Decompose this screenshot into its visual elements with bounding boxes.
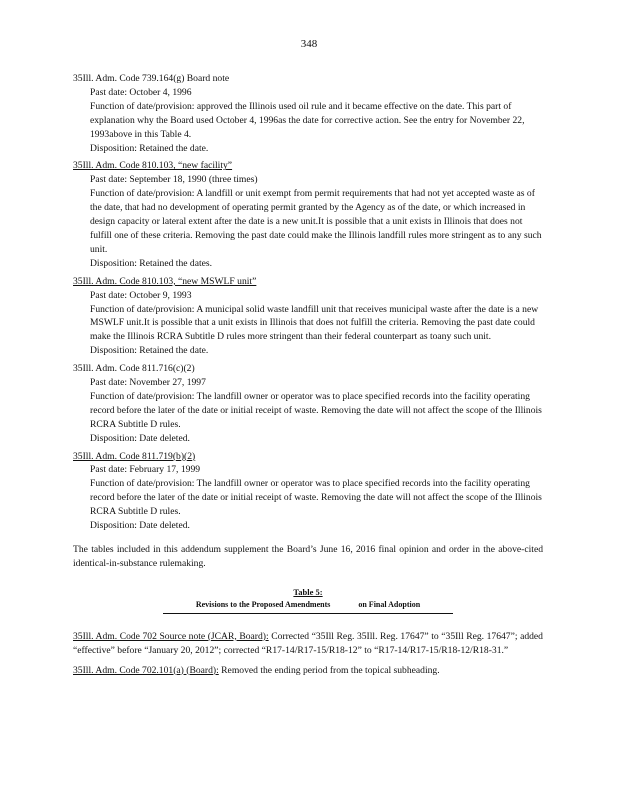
- entry-function: Function of date/provision: The landfill owner or operator was to place specified records into the facility operating record before the later of the date or initial receipt of waste. Removing the date will not affect the scope of the Illinois RCRA Subtitle D rules.: [90, 390, 542, 430]
- revision-text: Removed the ending period from the topical subheading.: [221, 664, 440, 676]
- entry-citation: 35Ill. Adm. Code 810.103, “new MSWLF unit”: [73, 275, 257, 287]
- entry-citation: 35Ill. Adm. Code 810.103, “new facility”: [73, 160, 233, 172]
- entry-disposition: Disposition: Retained the date.: [90, 345, 209, 357]
- entry-past-date: Past date: October 4, 1996: [90, 86, 192, 98]
- entry-disposition: Disposition: Retained the dates.: [90, 257, 213, 269]
- date-entry: [73, 362, 543, 445]
- entry-disposition: Disposition: Retained the date.: [90, 142, 209, 154]
- entry-citation: 35Ill. Adm. Code 811.716(c)(2): [73, 363, 195, 375]
- table-column-header: on Final Adoption: [358, 599, 421, 609]
- entry-function: Function of date/provision: The landfill owner or operator was to place specified records into the facility operating record before the later of the date or initial receipt of waste. Removing the date will not affect the scope of the Illinois RCRA Subtitle D rules.: [90, 478, 542, 518]
- entry-citation: 35Ill. Adm. Code 811.719(b)(2): [73, 450, 196, 462]
- entry-function: Function of date/provision: approved the Illinois used oil rule and it became effective on the date. This part of explanation why the Board used October 4, 1996as the date for corrective action. See the entry for November 22, 1993above in this Table 4.: [90, 100, 525, 140]
- entry-past-date: Past date: February 17, 1999: [90, 464, 201, 476]
- entry-disposition: Disposition: Date deleted.: [90, 520, 190, 532]
- document-body: [73, 72, 543, 683]
- revision-citation: 35Ill. Adm. Code 702.101(a) (Board):: [73, 664, 219, 676]
- closing-paragraph: The tables included in this addendum supplement the Board’s June 16, 2016 final opinion and order in the above-cited identical-in-substance rulemaking.: [73, 544, 543, 569]
- table-header: [163, 598, 453, 614]
- entry-past-date: Past date: September 18, 1990 (three times): [90, 174, 258, 186]
- table-title: Table 5:: [293, 586, 323, 597]
- date-entry: [73, 450, 543, 533]
- revision-item: [73, 630, 543, 658]
- date-entry: [73, 275, 543, 358]
- revision-text: Corrected “35Ill Reg. 35Ill. Reg. 17647” to “35Ill Reg. 17647”; added “effective” before “January 20, 2012”; corrected “R17-14/R17-15/R18-12” to “R17-14/R17-15/R18-12/R18-31.”: [73, 630, 543, 656]
- entry-disposition: Disposition: Date deleted.: [90, 432, 190, 444]
- date-entry: [73, 72, 543, 155]
- entry-function: Function of date/provision: A landfill or unit exempt from permit requirements that had not yet accepted waste as of the date, that had no development of operating permit granted by the Agency as of the date, or which increased in design capacity or lateral extent after the date is a new unit.It is possible that a unit exists in Illinois that does not fulfill one of these criteria. Removing the past date could make the Illinois landfill rules more stringent as to any such unit.: [90, 188, 542, 255]
- entry-citation: 35Ill. Adm. Code 739.164(g) Board note: [73, 73, 230, 84]
- table-column-header: Revisions to the Proposed Amendments: [195, 599, 331, 609]
- entry-function: Function of date/provision: A municipal solid waste landfill unit that receives municipal waste after the date is a new MSWLF unit.It is possible that a unit exists in Illinois that does not fulfill the criteria. Removing the past date could make the Illinois RCRA Subtitle D rules more stringent than their federal counterpart as toany such unit.: [90, 303, 539, 343]
- revision-citation: 35Ill. Adm. Code 702 Source note (JCAR, Board):: [73, 630, 269, 642]
- entry-past-date: Past date: November 27, 1997: [90, 377, 206, 389]
- revision-item: [73, 664, 543, 678]
- entry-past-date: Past date: October 9, 1993: [90, 289, 192, 301]
- page-number: 348: [300, 38, 318, 50]
- date-entry: [73, 159, 543, 270]
